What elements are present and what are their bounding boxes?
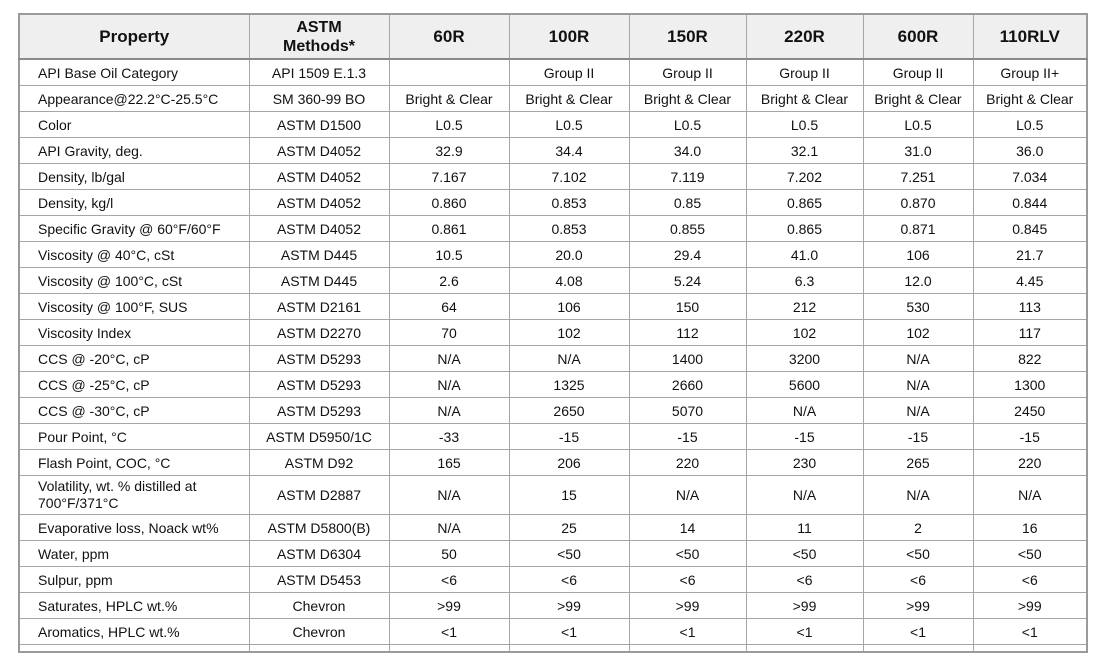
value-cell: 106	[509, 294, 629, 320]
value-cell: 50	[389, 541, 509, 567]
value-cell: 11	[746, 515, 863, 541]
table-row	[19, 242, 1087, 268]
value-cell: 1300	[973, 372, 1087, 398]
method-cell: SM 360-99 BO	[249, 86, 389, 112]
value-cell: >99	[746, 593, 863, 619]
value-cell: >99	[509, 593, 629, 619]
value-cell: 165	[389, 450, 509, 476]
value-cell: 29.4	[629, 242, 746, 268]
value-cell: Group II	[629, 59, 746, 86]
value-cell: 6.3	[746, 268, 863, 294]
value-cell: 31.0	[863, 138, 973, 164]
property-cell: Viscosity @ 40°C, cSt	[19, 242, 249, 268]
value-cell: N/A	[863, 372, 973, 398]
value-cell: >99	[973, 593, 1087, 619]
value-cell: Bright & Clear	[389, 86, 509, 112]
value-cell: 3200	[746, 346, 863, 372]
table-row	[19, 216, 1087, 242]
value-cell: 5600	[746, 372, 863, 398]
method-cell: ASTM D445	[249, 242, 389, 268]
value-cell: 41.0	[746, 242, 863, 268]
value-cell: L0.5	[863, 112, 973, 138]
header-row	[19, 14, 1087, 59]
value-cell: 220	[973, 450, 1087, 476]
value-cell: 2450	[973, 398, 1087, 424]
value-cell: 220	[629, 450, 746, 476]
value-cell: 230	[746, 450, 863, 476]
property-cell: Viscosity @ 100°F, SUS	[19, 294, 249, 320]
method-cell: ASTM D2270	[249, 320, 389, 346]
method-cell: Chevron	[249, 593, 389, 619]
value-cell: N/A	[863, 398, 973, 424]
table-row	[19, 619, 1087, 645]
table-row	[19, 138, 1087, 164]
value-cell: 70	[389, 320, 509, 346]
column-header-600r: 600R	[863, 14, 973, 59]
value-cell: N/A	[973, 476, 1087, 515]
value-cell: >99	[629, 593, 746, 619]
value-cell: 0.855	[629, 216, 746, 242]
value-cell: -15	[863, 424, 973, 450]
method-cell: ASTM D4052	[249, 190, 389, 216]
empty-cell	[509, 645, 629, 653]
value-cell: 32.1	[746, 138, 863, 164]
table-row	[19, 346, 1087, 372]
value-cell: L0.5	[746, 112, 863, 138]
method-cell: ASTM D92	[249, 450, 389, 476]
value-cell: 0.860	[389, 190, 509, 216]
value-cell: 102	[863, 320, 973, 346]
value-cell: Group II+	[973, 59, 1087, 86]
value-cell: 4.45	[973, 268, 1087, 294]
value-cell: 12.0	[863, 268, 973, 294]
table-row	[19, 112, 1087, 138]
table-row	[19, 515, 1087, 541]
value-cell: -15	[629, 424, 746, 450]
property-cell: CCS @ -25°C, cP	[19, 372, 249, 398]
value-cell: 64	[389, 294, 509, 320]
column-header-100r: 100R	[509, 14, 629, 59]
value-cell: Bright & Clear	[973, 86, 1087, 112]
property-cell: API Base Oil Category	[19, 59, 249, 86]
method-cell: API 1509 E.1.3	[249, 59, 389, 86]
value-cell: N/A	[863, 346, 973, 372]
column-header-110rlv: 110RLV	[973, 14, 1087, 59]
value-cell: 14	[629, 515, 746, 541]
method-cell: ASTM D5293	[249, 346, 389, 372]
value-cell: Bright & Clear	[746, 86, 863, 112]
table-row	[19, 86, 1087, 112]
value-cell: <50	[509, 541, 629, 567]
value-cell: <6	[509, 567, 629, 593]
value-cell: 2.6	[389, 268, 509, 294]
value-cell: <6	[973, 567, 1087, 593]
value-cell: 2	[863, 515, 973, 541]
value-cell: N/A	[389, 515, 509, 541]
astm-header-line1: ASTM	[296, 18, 342, 36]
table-row	[19, 567, 1087, 593]
method-cell: ASTM D5453	[249, 567, 389, 593]
value-cell: <1	[746, 619, 863, 645]
value-cell: 0.865	[746, 190, 863, 216]
table-row	[19, 320, 1087, 346]
property-cell: Viscosity Index	[19, 320, 249, 346]
value-cell: N/A	[389, 372, 509, 398]
method-cell: ASTM D4052	[249, 164, 389, 190]
table-row	[19, 164, 1087, 190]
table-row-partial	[19, 645, 1087, 653]
value-cell: 822	[973, 346, 1087, 372]
method-cell: ASTM D4052	[249, 216, 389, 242]
empty-cell	[389, 645, 509, 653]
value-cell: 265	[863, 450, 973, 476]
column-header-astm-methods	[249, 14, 389, 59]
value-cell: 2650	[509, 398, 629, 424]
base-oil-properties-table	[18, 13, 1088, 653]
method-cell: Chevron	[249, 619, 389, 645]
empty-cell	[973, 645, 1087, 653]
value-cell: 7.167	[389, 164, 509, 190]
value-cell: 15	[509, 476, 629, 515]
value-cell: <50	[629, 541, 746, 567]
value-cell: L0.5	[973, 112, 1087, 138]
method-cell: ASTM D5800(B)	[249, 515, 389, 541]
value-cell: <50	[863, 541, 973, 567]
column-header-property: Property	[19, 14, 249, 59]
value-cell: <1	[509, 619, 629, 645]
value-cell: 4.08	[509, 268, 629, 294]
value-cell: 7.202	[746, 164, 863, 190]
value-cell: 36.0	[973, 138, 1087, 164]
method-cell: ASTM D445	[249, 268, 389, 294]
value-cell: >99	[863, 593, 973, 619]
value-cell: N/A	[389, 476, 509, 515]
property-cell: Color	[19, 112, 249, 138]
property-cell: Appearance@22.2°C-25.5°C	[19, 86, 249, 112]
value-cell: 106	[863, 242, 973, 268]
value-cell: Bright & Clear	[863, 86, 973, 112]
value-cell: 1325	[509, 372, 629, 398]
property-cell: Density, kg/l	[19, 190, 249, 216]
value-cell: <6	[389, 567, 509, 593]
table-row	[19, 424, 1087, 450]
value-cell: 7.102	[509, 164, 629, 190]
value-cell: N/A	[509, 346, 629, 372]
property-cell: Viscosity @ 100°C, cSt	[19, 268, 249, 294]
value-cell: 113	[973, 294, 1087, 320]
value-cell: 0.870	[863, 190, 973, 216]
method-cell: ASTM D2887	[249, 476, 389, 515]
method-cell: ASTM D5950/1C	[249, 424, 389, 450]
value-cell: Bright & Clear	[629, 86, 746, 112]
value-cell: 112	[629, 320, 746, 346]
value-cell: 0.861	[389, 216, 509, 242]
value-cell: 150	[629, 294, 746, 320]
value-cell: N/A	[746, 476, 863, 515]
value-cell: 20.0	[509, 242, 629, 268]
table-row	[19, 593, 1087, 619]
empty-cell	[746, 645, 863, 653]
property-cell: Aromatics, HPLC wt.%	[19, 619, 249, 645]
empty-cell	[629, 645, 746, 653]
table-row	[19, 372, 1087, 398]
value-cell: 102	[509, 320, 629, 346]
method-cell: ASTM D1500	[249, 112, 389, 138]
value-cell: 10.5	[389, 242, 509, 268]
value-cell: N/A	[629, 476, 746, 515]
value-cell: -15	[746, 424, 863, 450]
table-row	[19, 294, 1087, 320]
astm-header-line2: Methods*	[283, 37, 355, 55]
value-cell: 7.119	[629, 164, 746, 190]
value-cell: <6	[746, 567, 863, 593]
table-row	[19, 541, 1087, 567]
value-cell: 206	[509, 450, 629, 476]
value-cell: <6	[863, 567, 973, 593]
value-cell: 0.845	[973, 216, 1087, 242]
value-cell: -33	[389, 424, 509, 450]
value-cell: 5.24	[629, 268, 746, 294]
column-header-60r: 60R	[389, 14, 509, 59]
table-row	[19, 59, 1087, 86]
property-cell: Density, lb/gal	[19, 164, 249, 190]
value-cell: 0.853	[509, 216, 629, 242]
property-cell: Pour Point, °C	[19, 424, 249, 450]
value-cell: <50	[973, 541, 1087, 567]
value-cell: 1400	[629, 346, 746, 372]
property-cell: Evaporative loss, Noack wt%	[19, 515, 249, 541]
value-cell: 34.4	[509, 138, 629, 164]
method-cell: ASTM D5293	[249, 372, 389, 398]
column-header-150r: 150R	[629, 14, 746, 59]
table-body	[19, 59, 1087, 652]
value-cell: Group II	[509, 59, 629, 86]
value-cell: 0.844	[973, 190, 1087, 216]
method-cell: ASTM D2161	[249, 294, 389, 320]
value-cell: <1	[629, 619, 746, 645]
value-cell: L0.5	[629, 112, 746, 138]
value-cell: 530	[863, 294, 973, 320]
value-cell: 34.0	[629, 138, 746, 164]
value-cell: 0.85	[629, 190, 746, 216]
value-cell: <50	[746, 541, 863, 567]
value-cell: N/A	[746, 398, 863, 424]
property-cell: Flash Point, COC, °C	[19, 450, 249, 476]
value-cell: L0.5	[389, 112, 509, 138]
value-cell: 16	[973, 515, 1087, 541]
value-cell: 102	[746, 320, 863, 346]
value-cell: N/A	[389, 346, 509, 372]
value-cell: 212	[746, 294, 863, 320]
method-cell: ASTM D6304	[249, 541, 389, 567]
value-cell: Group II	[746, 59, 863, 86]
table-row	[19, 398, 1087, 424]
value-cell: 0.865	[746, 216, 863, 242]
value-cell: 32.9	[389, 138, 509, 164]
table-row	[19, 476, 1087, 515]
value-cell: 0.871	[863, 216, 973, 242]
method-cell: ASTM D5293	[249, 398, 389, 424]
property-cell: Water, ppm	[19, 541, 249, 567]
property-cell: Specific Gravity @ 60°F/60°F	[19, 216, 249, 242]
value-cell: 25	[509, 515, 629, 541]
value-cell: N/A	[863, 476, 973, 515]
value-cell: -15	[509, 424, 629, 450]
value-cell: 7.034	[973, 164, 1087, 190]
value-cell: <1	[863, 619, 973, 645]
empty-cell	[19, 645, 249, 653]
property-cell: API Gravity, deg.	[19, 138, 249, 164]
value-cell: Group II	[863, 59, 973, 86]
property-cell: CCS @ -20°C, cP	[19, 346, 249, 372]
property-cell: Volatility, wt. % distilled at 700°F/371°C	[19, 476, 249, 515]
table-row	[19, 268, 1087, 294]
table-row	[19, 450, 1087, 476]
value-cell: <1	[973, 619, 1087, 645]
property-cell: Sulpur, ppm	[19, 567, 249, 593]
value-cell: Bright & Clear	[509, 86, 629, 112]
column-header-220r: 220R	[746, 14, 863, 59]
value-cell: -15	[973, 424, 1087, 450]
value-cell: >99	[389, 593, 509, 619]
value-cell: 5070	[629, 398, 746, 424]
value-cell: 117	[973, 320, 1087, 346]
value-cell: <6	[629, 567, 746, 593]
empty-cell	[249, 645, 389, 653]
property-cell: Saturates, HPLC wt.%	[19, 593, 249, 619]
value-cell: L0.5	[509, 112, 629, 138]
value-cell: N/A	[389, 398, 509, 424]
value-cell: 2660	[629, 372, 746, 398]
value-cell: 0.853	[509, 190, 629, 216]
empty-cell	[863, 645, 973, 653]
value-cell: <1	[389, 619, 509, 645]
value-cell	[389, 59, 509, 86]
method-cell: ASTM D4052	[249, 138, 389, 164]
value-cell: 21.7	[973, 242, 1087, 268]
value-cell: 7.251	[863, 164, 973, 190]
table-row	[19, 190, 1087, 216]
property-cell: CCS @ -30°C, cP	[19, 398, 249, 424]
